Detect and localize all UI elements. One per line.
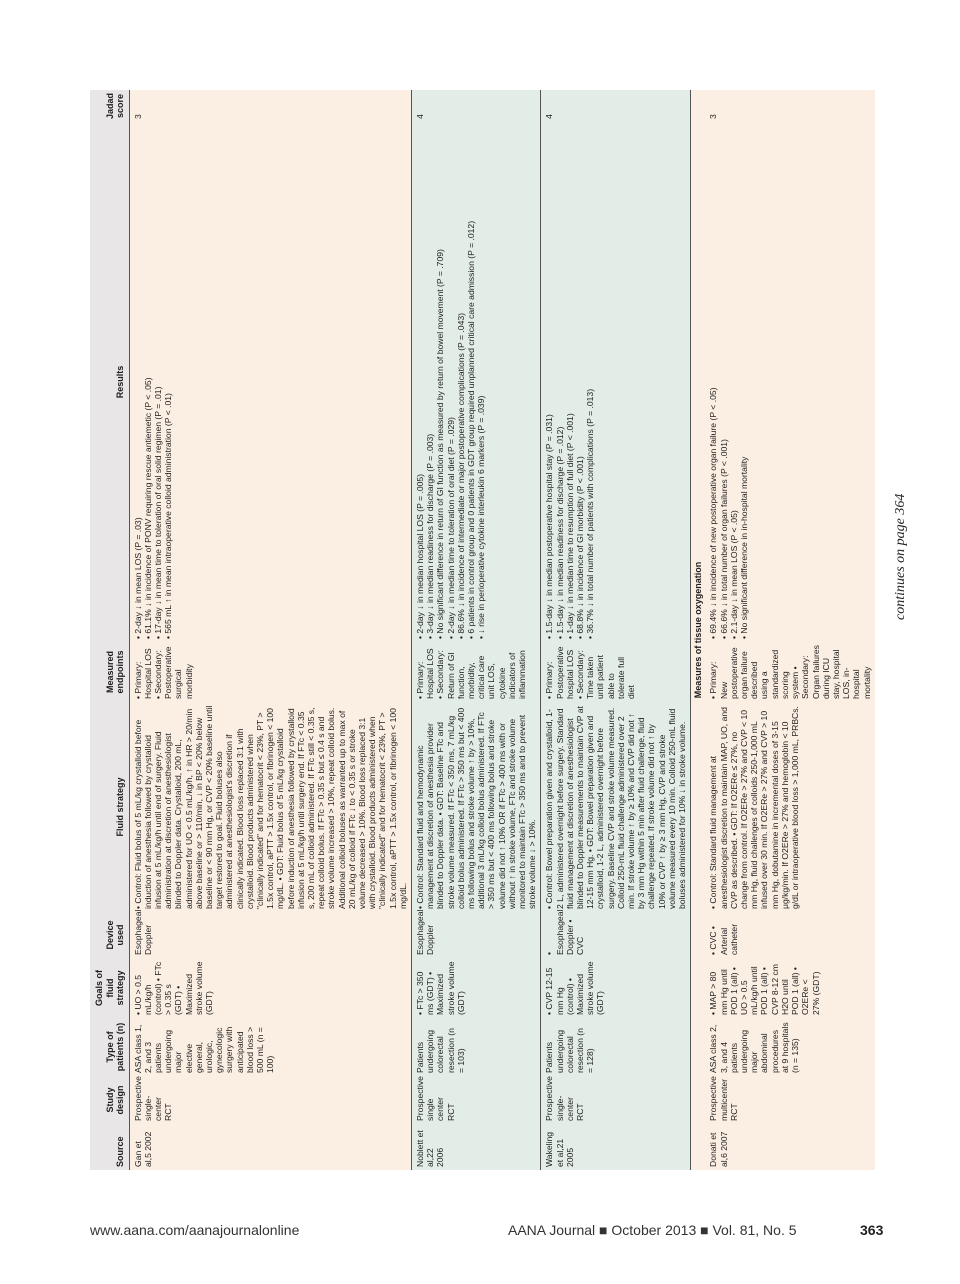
footer-url-link[interactable]: www.aana.com/aanajournalonline xyxy=(90,1222,300,1238)
header-results: Results xyxy=(90,122,129,642)
cell-design: Prospective single center RCT xyxy=(411,1076,540,1124)
result-item: • 68.8% ↓ in incidence of GI morbidity (P < .001) xyxy=(575,456,586,639)
cell-patients: Patients undergoing colorectal resection (n = 103) xyxy=(411,1018,540,1076)
header-endpoints: Measured endpoints xyxy=(90,642,129,702)
cell-strategy: • Control: Fluid bolus of 5 mL/kg crystalloid before induction of anesthesia followed by crystalloid infusion at 5 mL/kg/h until end of surgery. Fluid administration at discretion of anesthesiologist blinded to Doppler data. Crystalloid, 200 mL, administered for UO < 0.5 mL/kg/h, ↑ in HR > 20/min above baseline or > 110/min, ↓ in BP < 20% below baseline or < 90 mm Hg, or CVP < 20% baseline until target restored to goal. Fluid boluses also administered at anesthesiologist's discretion if clinically indicated. Blood loss replaced 3:1 with crystalloid. Blood products administered when "clinically indicated" and for hematocrit < 23%, PT > 1.5x control, aPTT > 1.5x control, or fibrinogen < 100 mg/dL. • GDT: Fluid bolus of 5 mL/kg crystalloid before induction of anesthesia followed by crystalloid infusion at 5 mL/kg/h until surgery end. If FTc < 0.35 s, 200 mL of colloid administered. If FTc still < 0.35 s, repeat colloid bolus. If FTc > 0.35 s but ≤ 0.4 s and stroke volume increased > 10%, repeat colloid bolus. Additional colloid boluses as warranted up to max of 20 mL/kg of colloid if FTc ↓ to < 0.35 s or stroke volume decreased > 10%. Blood loss replaced 3:1 with crystalloid. Blood products administered when "clinically indicated" and for hematocrit < 23%, PT > 1.5x control, aPTT > 1.5x control, or fibrinogen < 100 mg/dL. xyxy=(132,705,408,909)
header-source: Source xyxy=(90,1124,129,1170)
result-item: • 1.5-day ↓ in median readiness for discharge (P = .012) xyxy=(554,426,565,639)
result-item: • 565 mL ↑ in mean intraoperative colloid administration (P < .01) xyxy=(163,393,174,639)
footer-journal-info: AANA Journal ■ October 2013 ■ Vol. 81, No. 5 xyxy=(508,1222,797,1238)
cell-goals: • UO > 0.5 mL/kg/h (control) • FTc > 0.35 s (GDT) • Maximized stroke volume (GDT) xyxy=(132,961,214,1015)
cell-jadad: 4 xyxy=(541,90,691,122)
result-item: • 1-day ↓ in median time to resumption of full diet (P < .001) xyxy=(564,413,575,639)
cell-results xyxy=(129,122,411,642)
table-header-row xyxy=(90,90,129,1170)
cell-results xyxy=(411,122,540,642)
cell-device: Esophageal Doppler xyxy=(411,912,540,958)
result-item: • 3-day ↓ in median readiness for discharge (P = .003) xyxy=(425,433,436,639)
cell-source: Donati et al,6 2007 xyxy=(708,1131,729,1167)
cell-strategy: • Control: Standard fluid management at anesthesiologist discretion to maintain MAP, UO, and CVP as described. • GDT: If O2ERe ≤ 27%, no change from control. If O2ERe > 27% and CVP < 10 mm Hg, fluid challenges of colloids 250-1,000 mL infused over 30 min. If O2ERe > 27% and CVP > 10 mm Hg, dobutamine in incremental doses of 3-15 μg/kg/min. If O2ERe > 27% and hemoglobin < 10 g/dL or intraoperative blood loss > 1,000 mL, PRBCs. xyxy=(708,706,801,909)
cell-device: • Esophageal Doppler • CVC xyxy=(541,912,691,958)
result-item: • 2-day ↓ in median time to toleration of oral diet (P = .029) xyxy=(445,417,456,639)
cell-design: Prospective multicenter RCT xyxy=(708,1076,739,1121)
result-item: • No significant difference in return of GI function as measured by return of bowel movement (P = .709) xyxy=(435,249,446,639)
table-row xyxy=(411,90,540,1170)
header-patients: Type of patients (n) xyxy=(90,1018,129,1076)
cell-goals: • CVP 12-15 mm Hg (control) • Maximized stroke volume (GDT) xyxy=(541,958,691,1018)
result-item: • No significant difference in in-hospital mortality xyxy=(739,456,750,639)
cell-patients: Patients undergoing colorectal resection (n = 128) xyxy=(541,1018,691,1076)
rotated-table-container xyxy=(90,90,890,1170)
cell-endpoints: • Primary: Hospital LOS • Secondary: Postoperative surgical morbidity xyxy=(132,646,194,699)
cell-goals: • FTc > 350 ms (GDT) • Maximized stroke volume (GDT) xyxy=(411,958,540,1018)
table-row xyxy=(541,90,691,1170)
cell-patients: ASA class 2, 3, and 4 patients undergoing major abdominal procedures at 9 hospitals (n = 135) xyxy=(708,1022,801,1073)
result-item: • 36.7% ↓ in total number of patients with complications (P = .013) xyxy=(585,388,596,639)
section-label: Measures of tissue oxygenation xyxy=(691,90,706,1170)
cell-endpoints: • Primary: New postoperative organ failure described using a standardized scoring system • Secondary: Organ failures during ICU stay, hospital LOS, in-hospital mortality xyxy=(708,645,872,699)
continues-note: continues on page 364 xyxy=(893,493,908,620)
cell-strategy: • Control: Standard fluid and hemodynamic management at discretion of anesthesia provider blinded to Doppler data. • GDT: Baseline FTc and stroke volume measured. If FTc < 350 ms, 7 mL/kg colloid bolus administered. If FTc > 350 ms but < 400 ms following bolus and stroke volume ↑ by > 10%, additional 3 mL/kg colloid bolus administered. If FTc > 350 ms but < 400 ms following bolus and stroke volume did not ↑ 10% OR if FTc > 400 ms with or without ↑ in stroke volume, FTc and stroke volume monitored to maintain FTc > 350 ms and to prevent stroke volume ↓ > 10%. xyxy=(411,702,540,912)
cell-goals: • MAP > 80 mm Hg until POD 1 (all) • UO > 0.5 mL/kg/h until POD 1 (all) • CVP 8-12 cm H2O until POD 1 (all) • O2ERe < 27% (GDT) xyxy=(708,964,821,1015)
result-item: • ↓ rise in perioperative cytokine interleukin 6 markers (P = .039) xyxy=(476,395,487,639)
result-item: • 6 patients in control group and 0 patients in GDT group required unplanned critical care admission (P = .012) xyxy=(466,220,476,639)
result-item: • 2-day ↓ in mean LOS (P = .03) xyxy=(132,517,143,639)
cell-endpoints: • Primary: Hospital LOS • Secondary: Return of GI function, morbidity, critical care unit LOS, cytokine indicators of inflammation xyxy=(411,642,540,702)
cell-jadad: 3 xyxy=(132,114,143,119)
table-row xyxy=(129,90,411,1170)
cell-source: Wakeling et al,21 2005 xyxy=(541,1124,691,1170)
cell-source: Gan et al,5 2002 xyxy=(132,1131,153,1167)
cell-patients: ASA class 1, 2, and 3 patients undergoing major elective general, urologic, gynecologic surgery with anticipated blood loss > 500 mL (n = 100) xyxy=(132,1024,276,1073)
cell-jadad: 3 xyxy=(708,114,719,119)
header-strategy: Fluid strategy xyxy=(90,702,129,912)
cell-device: Esophageal Doppler xyxy=(132,909,153,955)
section-row xyxy=(691,90,706,1170)
header-device: Device used xyxy=(90,912,129,958)
result-item: • 61.1% ↓ in incidence of PONV requiring rescue antiemetic (P < .05) xyxy=(142,377,153,639)
cell-design: Prospective single-center RCT xyxy=(132,1076,174,1121)
cell-results xyxy=(541,122,691,642)
cell-strategy: • Control: Bowel preparation given and crystalloid, 1-2 L, administered overnight before surgery. Standard fluid management at discretion of anesthesiologist blinded to Doppler measurements to maintain CVP at 12-15 mm Hg. • GDT: Bowel preparation given and crystalloid, 1-2 L, administered overnight before surgery. Baseline CVP and stroke volume measured. Colloid 250-mL fluid challenge administered over 2 min. If stroke volume ↑ by ≥ 10% and CVP did not ↑ by 3 mm Hg within 5 min after fluid challenge, fluid challenge repeated. If stroke volume did not ↑ by 10% or CVP ↑ by ≥ 3 mm Hg, CVP and stroke volume measured every 10 min. Colloid 250-mL fluid boluses administered for 10% ↓ in stroke volume. xyxy=(541,702,691,912)
cell-endpoints: • Primary: Postoperative hospital LOS • Secondary: Time taken until patient able to tolerate full diet xyxy=(541,642,691,702)
cell-design: Prospective single-center RCT xyxy=(541,1076,691,1124)
result-item: • 1.5-day ↓ in median postoperative hospital stay (P = .031) xyxy=(544,414,555,639)
cell-results xyxy=(705,122,874,642)
result-item: • 2.1-day ↓ in mean LOS (P < .05) xyxy=(728,510,739,639)
table-row xyxy=(705,90,874,1170)
fluid-strategy-table xyxy=(90,90,875,1170)
cell-jadad: 4 xyxy=(411,90,540,122)
result-item: • 17-day ↓ in mean time to toleration of oral solid regimen (P = .01) xyxy=(152,386,163,639)
result-item: • 66.6% ↓ in total number of organ failures (P < .001) xyxy=(718,439,729,639)
header-goals: Goals of fluid strategy xyxy=(90,958,129,1018)
cell-device: • CVC • Arterial catheter xyxy=(708,923,739,955)
result-item: • 2-day ↓ in median hospital LOS (P = .005) xyxy=(414,473,425,639)
result-item: • 86.6% ↓ in incidence of intermediate or major postoperative complications (P = .043) xyxy=(455,312,466,639)
header-design: Study design xyxy=(90,1076,129,1124)
header-jadad: Jadad score xyxy=(90,90,129,122)
page-number: 363 xyxy=(860,1222,884,1238)
cell-source: Noblett et al,22 2006 xyxy=(411,1124,540,1170)
result-item: • 69.4% ↓ in incidence of new postoperative organ failure (P < .05) xyxy=(708,387,719,639)
